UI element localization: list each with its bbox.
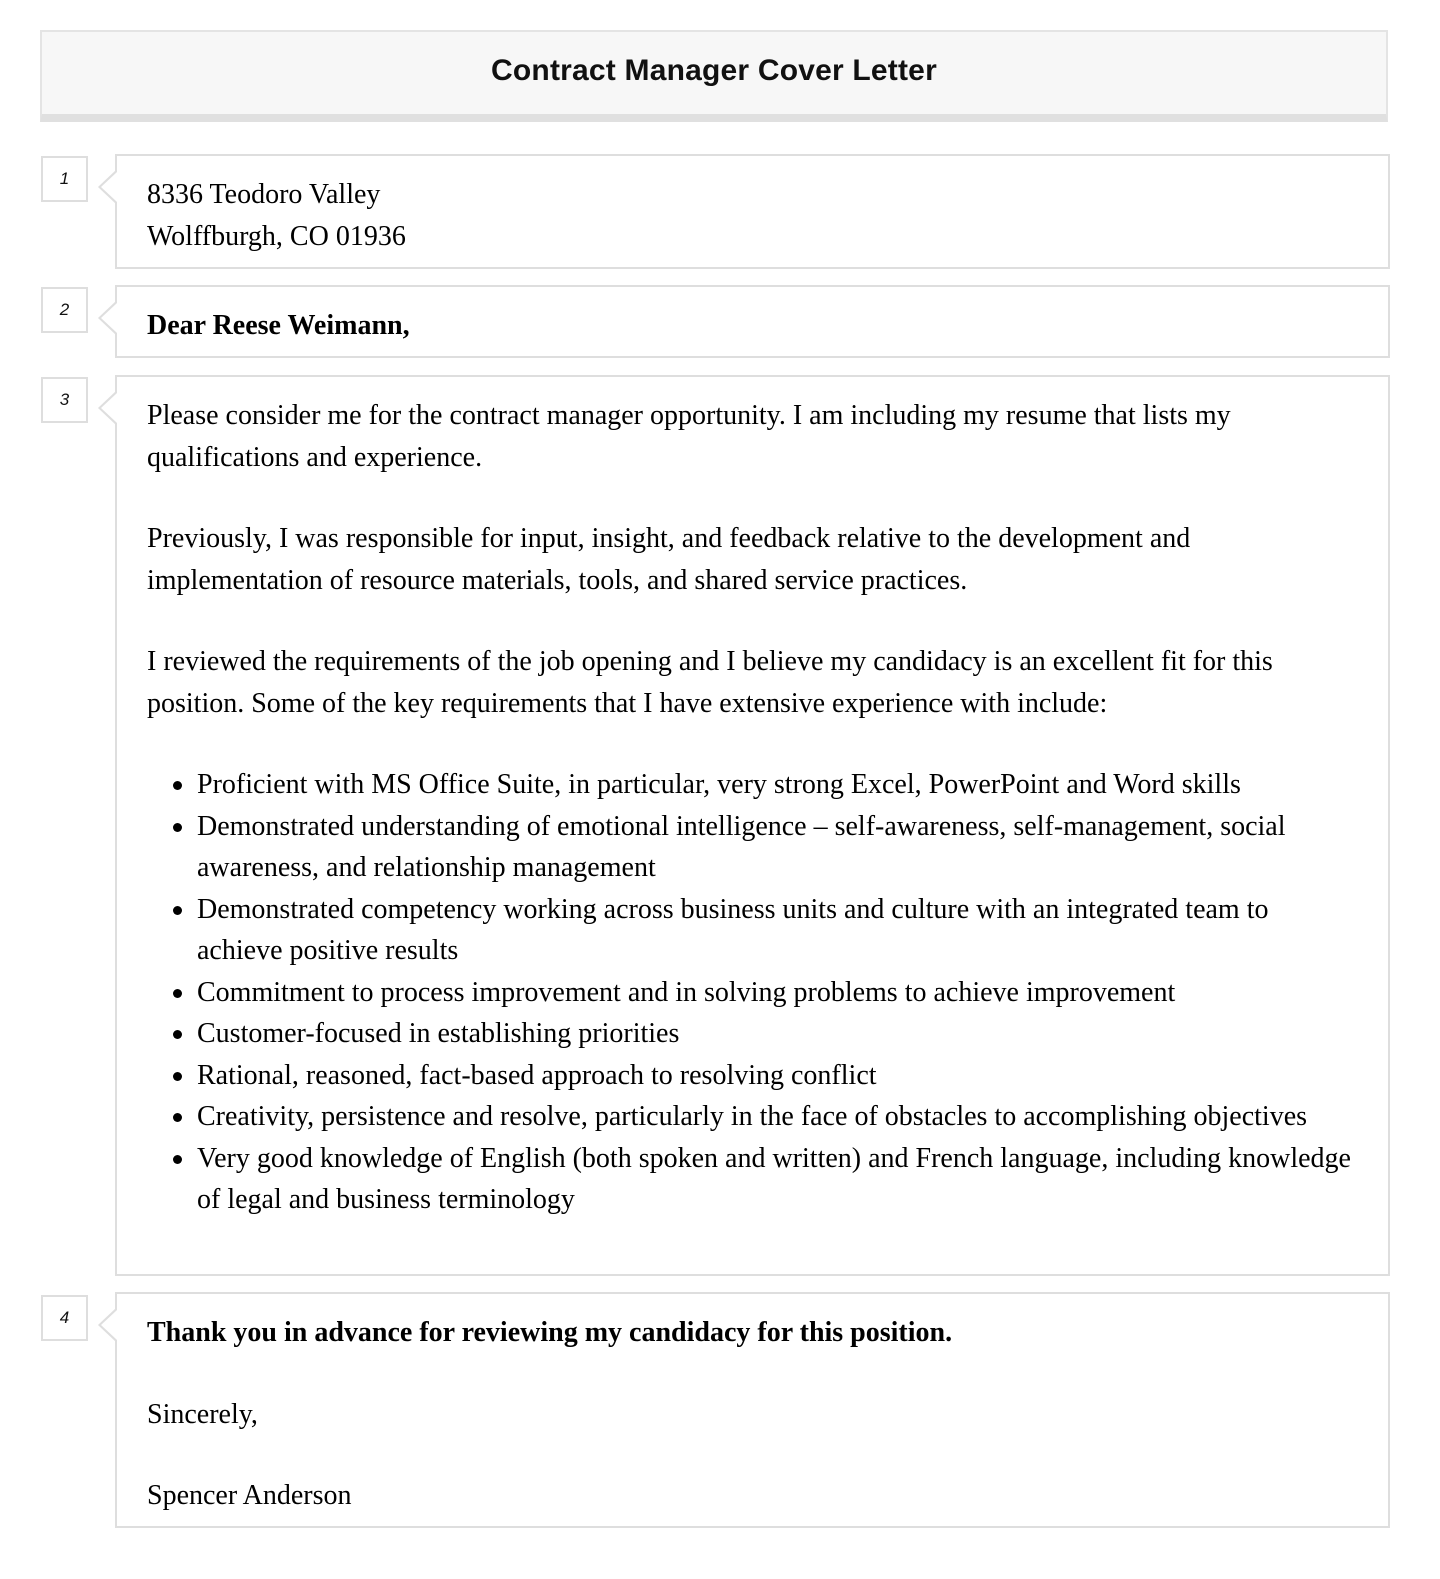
list-item: Commitment to process improvement and in solving problems to achieve improvement: [197, 972, 1356, 1014]
signature: Spencer Anderson: [147, 1480, 352, 1511]
requirements-list: [147, 764, 1356, 1221]
salutation: Dear Reese Weimann,: [147, 310, 410, 341]
list-item: Very good knowledge of English (both spoken and written) and French language, including knowledge of legal and business terminology: [197, 1138, 1356, 1221]
address-line-1: 8336 Teodoro Valley: [147, 179, 381, 210]
section-number-1: 1: [41, 156, 88, 202]
page-title: Contract Manager Cover Letter: [491, 54, 937, 87]
body-section: [115, 375, 1390, 1276]
page-header: [40, 30, 1388, 122]
body-paragraph-previous: Previously, I was responsible for input, insight, and feedback relative to the development and implementation of resource materials, tools, and shared service practices.: [147, 523, 1191, 596]
salutation-section: [115, 285, 1390, 358]
section-number-2: 2: [41, 287, 88, 333]
address-section: [115, 154, 1390, 269]
section-number-3: 3: [41, 377, 88, 423]
closing-line: Sincerely,: [147, 1398, 258, 1430]
closing-section: [115, 1292, 1390, 1528]
list-item: Rational, reasoned, fact-based approach to resolving conflict: [197, 1055, 1356, 1097]
thank-you-line: Thank you in advance for reviewing my candidacy for this position.: [147, 1317, 953, 1348]
address-line-2: Wolffburgh, CO 01936: [147, 220, 406, 252]
section-number-4: 4: [41, 1295, 88, 1341]
list-item: Creativity, persistence and resolve, particularly in the face of obstacles to accomplishing objectives: [197, 1096, 1356, 1138]
list-item: Demonstrated understanding of emotional intelligence – self-awareness, self-management, social awareness, and relationship management: [197, 806, 1356, 889]
list-item: Proficient with MS Office Suite, in particular, very strong Excel, PowerPoint and Word skills: [197, 764, 1356, 806]
body-paragraph-intro: Please consider me for the contract manager opportunity. I am including my resume that lists my qualifications and experience.: [147, 400, 1231, 473]
list-item: Demonstrated competency working across business units and culture with an integrated team to achieve positive results: [197, 889, 1356, 972]
body-paragraph-requirements: I reviewed the requirements of the job opening and I believe my candidacy is an excellent fit for this position. Some of the key requirements that I have extensive experience with include:: [147, 646, 1273, 719]
list-item: Customer-focused in establishing priorities: [197, 1013, 1356, 1055]
